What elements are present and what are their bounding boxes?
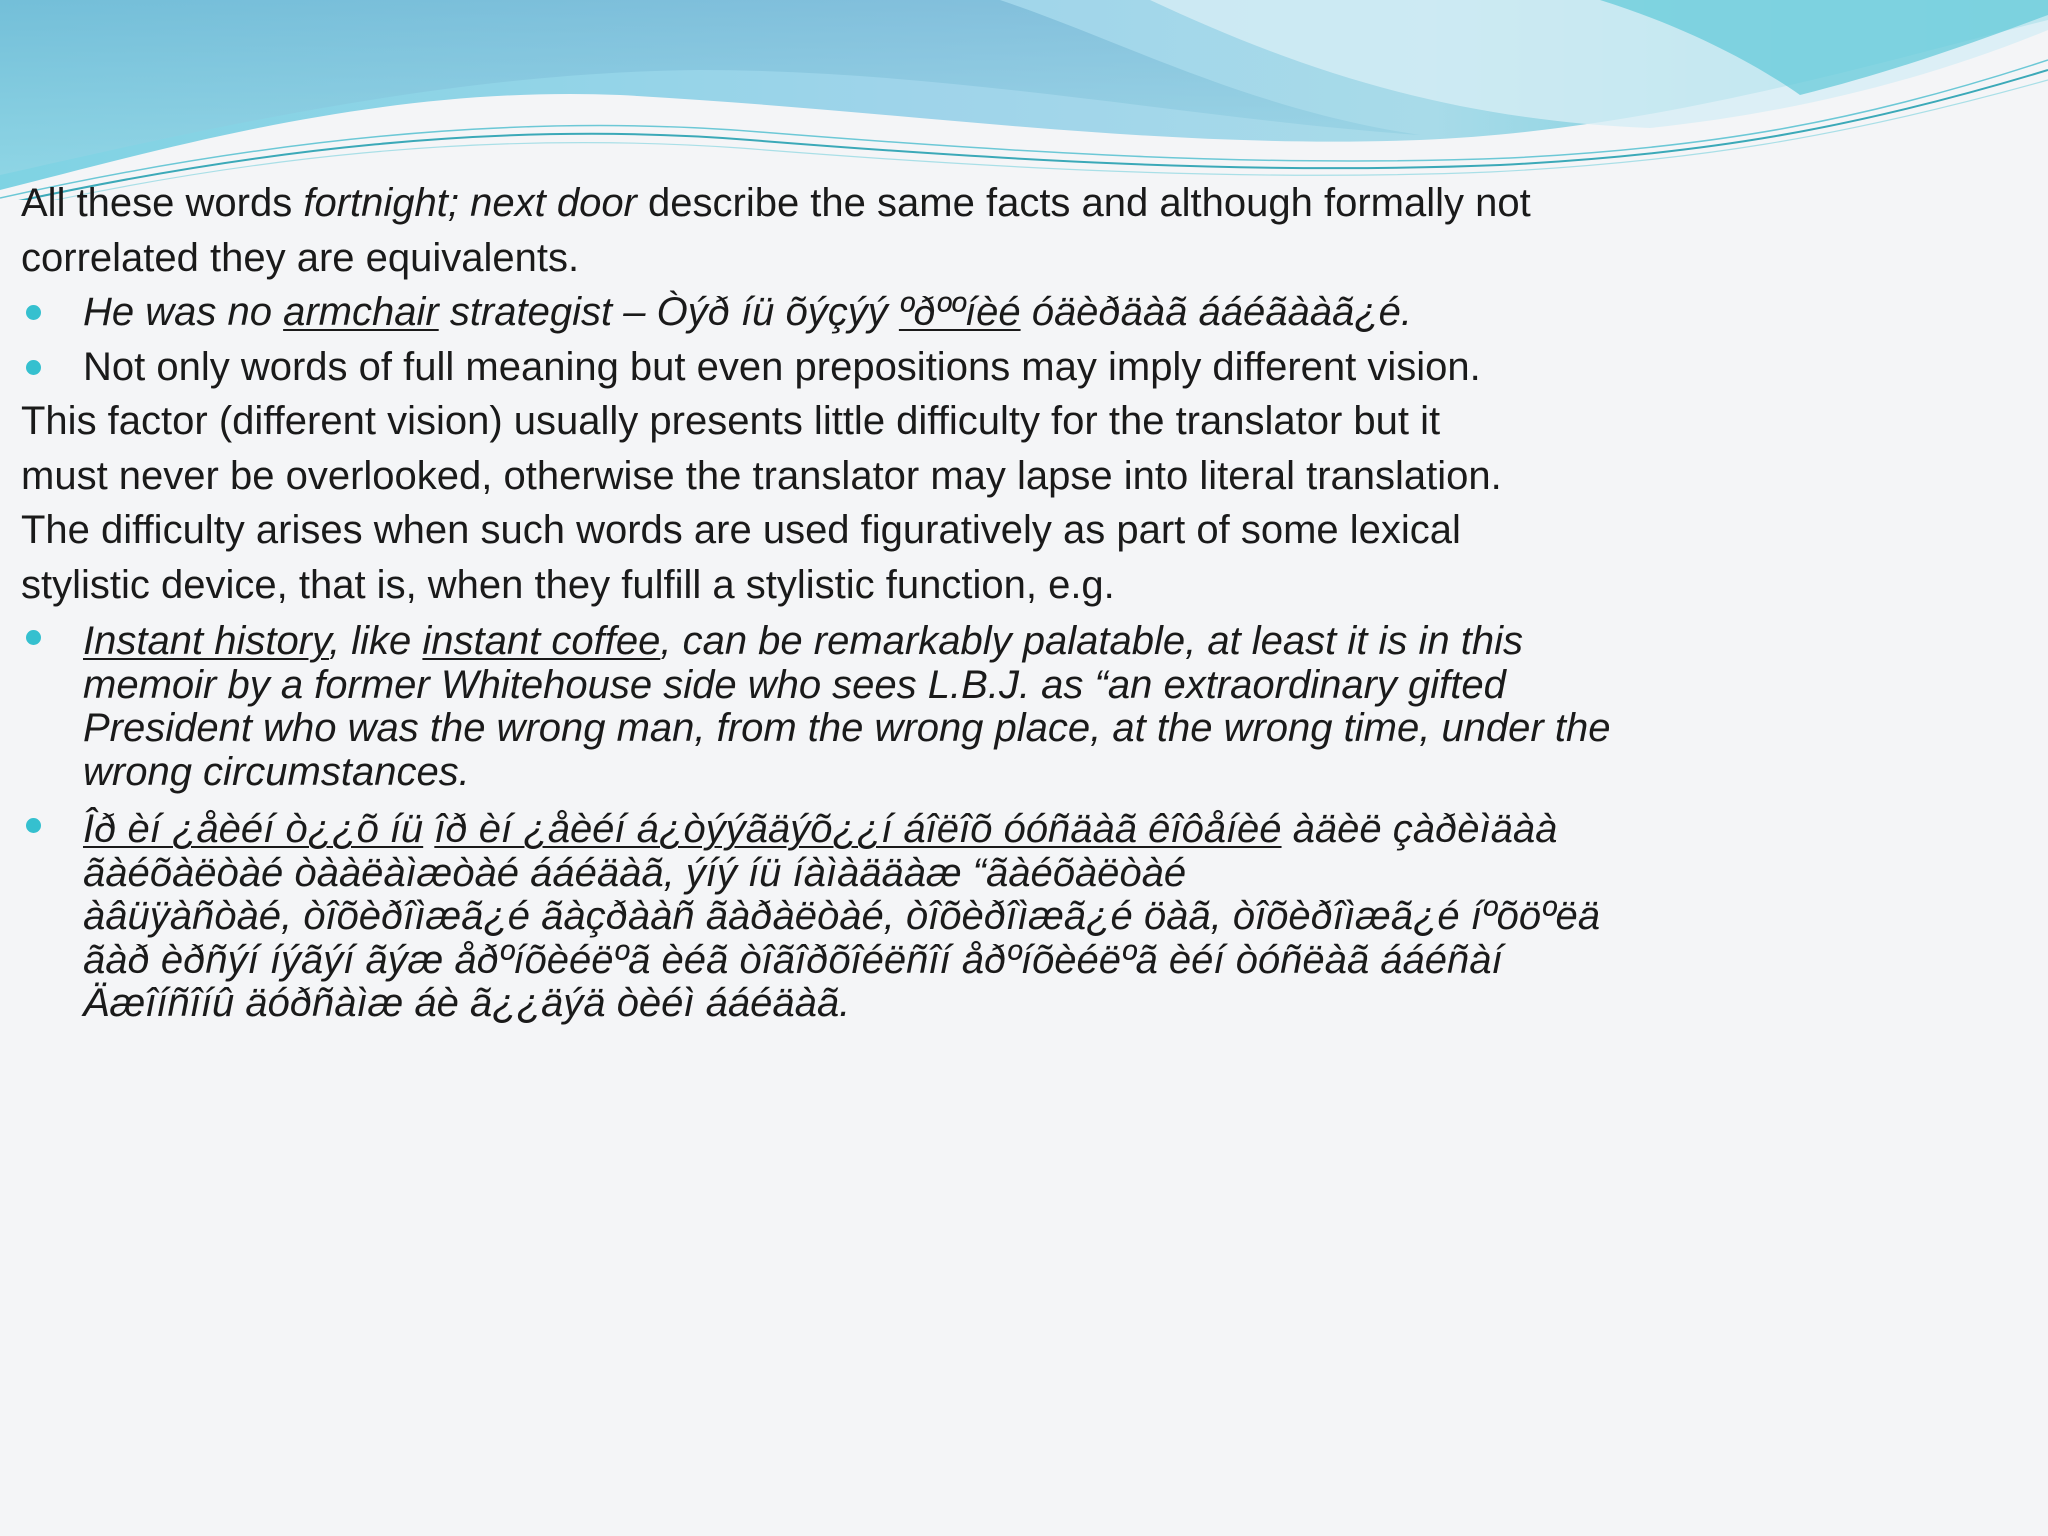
bullet-dot [26, 305, 41, 320]
intro-line-1: All these words fortnight; next door describe the same facts and although formally not [21, 181, 1531, 225]
paragraph-line-3: The difficulty arises when such words are used figuratively as part of some lexical [21, 508, 1461, 552]
bullet-dot [26, 630, 41, 645]
quote-line-1: Instant history, like instant coffee, can be remarkably palatable, at least it is in this [83, 619, 1523, 663]
bullet-dot [26, 818, 41, 833]
bullet-armchair: He was no armchair strategist – Òýð íü õýçýý ºðººíèé óäèðäàã ááéãààã¿é. [21, 285, 2021, 340]
bullet-prepositions: Not only words of full meaning but even prepositions may imply different vision. [21, 340, 2021, 395]
translation-line-4: ãàð èðñýí íýãýí ãýæ åðºíõèéëºã èéã òîãîðõîéëñîí åðºíõèéëºã èéí òóñëàã ááéñàí [83, 937, 1503, 982]
translation-line-5: Äæîíñîíû äóðñàìæ áè ã¿¿äýä òèéì ááéäàã. [83, 981, 851, 1025]
paragraph-line-2: must never be overlooked, otherwise the translator may lapse into literal translation. [21, 453, 1502, 498]
translation-line-2: ãàéõàëòàé òààëàìæòàé ááéäàã, ýíý íü íàìàääàæ “ãàéõàëòàé [83, 850, 1187, 895]
quote-line-4: wrong circumstances. [83, 749, 470, 794]
paragraph-line-4: stylistic device, that is, when they fulfill a stylistic function, e.g. [21, 562, 1115, 607]
quote-line-2: memoir by a former Whitehouse side who sees L.B.J. as “an extraordinary gifted [83, 662, 1506, 707]
bullet-instant-history [21, 612, 2021, 800]
header-wave-decoration [0, 0, 2048, 200]
paragraph-line-1: This factor (different vision) usually presents little difficulty for the translator but it [21, 399, 1441, 443]
quote-line-3: President who was the wrong man, from the wrong place, at the wrong time, under the [83, 706, 1611, 750]
translation-line-1: Îð èí ¿åèéí ò¿¿õ íü îð èí ¿åèéí á¿òýýãäýõ¿¿í áîëîõ óóñäàã êîôåíèé àäèë çàðèìäàà [83, 807, 1558, 851]
slide-content [21, 176, 2021, 1032]
bullet-translation [21, 800, 2021, 1032]
bullet-dot [26, 360, 41, 375]
example-words: fortnight; next door [303, 181, 637, 225]
intro-line-2: correlated they are equivalents. [21, 235, 580, 280]
translation-line-3: àâüÿàñòàé, òîõèðîìæã¿é ãàçðààñ ãàðàëòàé, òîõèðîìæã¿é öàã, òîõèðîìæã¿é íºõöºëä [83, 894, 1601, 938]
